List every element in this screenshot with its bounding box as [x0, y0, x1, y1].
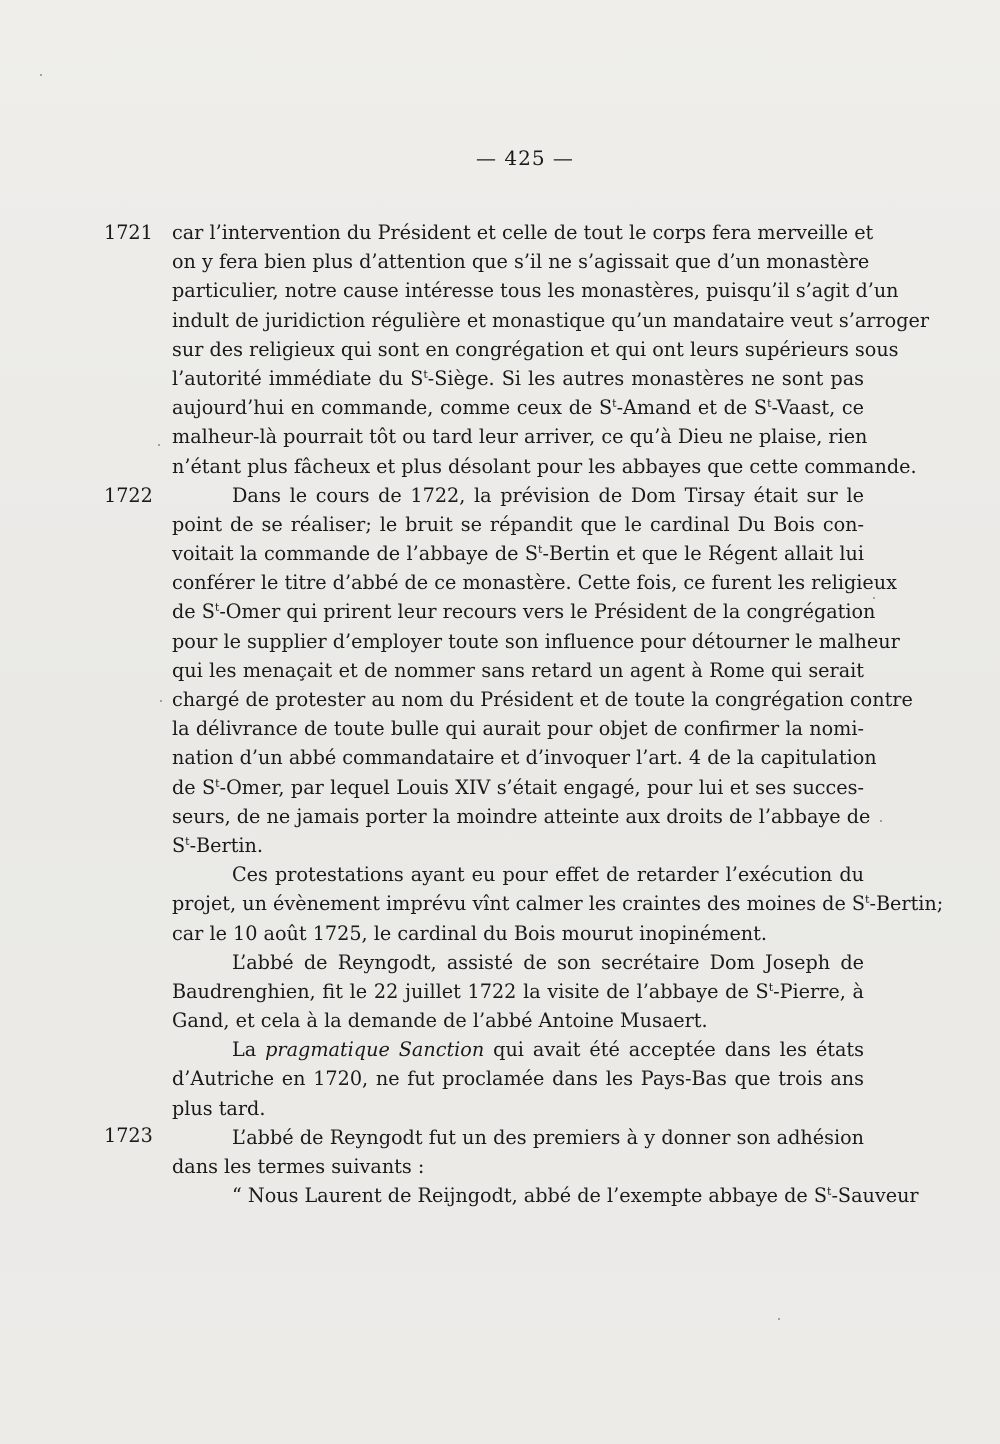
text-line: nation d’un abbé commandataire et d’invoquer l’art. 4 de la capitulation [172, 746, 877, 770]
paper-speck [873, 597, 875, 599]
text-line: voitait la commande de l’abbaye de $S^t$-Bertin et que le Régent allait lui [172, 542, 864, 566]
margin-year-1721: 1721 [104, 221, 153, 244]
text-line: de $S^t$-Omer qui prirent leur recours vers le Président de la congrégation [172, 600, 876, 624]
text-line: indult de juridiction régulière et monastique qu’un mandataire veut s’arroger [172, 308, 930, 332]
paper-speck [158, 444, 160, 446]
text-line: malheur-là pourrait tôt ou tard leur arriver, ce qu’à Dieu ne plaise, rien [172, 425, 868, 449]
margin-year-1723: 1723 [104, 1124, 153, 1147]
text-line: L’abbé de Reyngodt, assisté de son secrétaire Dom Joseph de [232, 950, 864, 974]
text-line: seurs, de ne jamais porter la moindre atteinte aux droits de l’abbaye de [172, 804, 871, 828]
text-line: particulier, notre cause intéresse tous les monastères, puisqu’il s’agit d’un [172, 279, 899, 303]
text-line: $S^t$-Bertin. [172, 833, 263, 857]
text-line: aujourd’hui en commande, comme ceux de $S^t$-Amand et de $S^t$-Vaast, ce [172, 396, 864, 420]
text-line: Baudrenghien, fit le 22 juillet 1722 la visite de l’abbaye de $S^t$-Pierre, à [172, 979, 864, 1003]
text-line: plus tard. [172, 1096, 266, 1120]
text-line: chargé de protester au nom du Président et de toute la congrégation contre [172, 688, 913, 711]
text-line: pour le supplier d’employer toute son influence pour détourner le malheur [172, 629, 900, 653]
text-line: on y fera bien plus d’attention que s’il ne s’agissait que d’un monastère [172, 250, 870, 274]
text-line: L’abbé de Reyngodt fut un des premiers à y donner son adhésion [232, 1125, 864, 1149]
text-line: Dans le cours de 1722, la prévision de Dom Tirsay était sur le [232, 483, 864, 507]
text-line: car l’intervention du Président et celle de tout le corps fera merveille et [172, 221, 874, 244]
text-line: projet, un évènement imprévu vînt calmer les craintes des moines de $S^t$-Bertin; [172, 892, 944, 916]
text-line: d’Autriche en 1720, ne fut proclamée dans les Pays-Bas que trois ans [172, 1067, 864, 1091]
paper-speck [880, 820, 882, 822]
margin-year-1722: 1722 [104, 484, 153, 507]
body-text [172, 218, 944, 1210]
text-line: sur des religieux qui sont en congrégation et qui ont leurs supérieurs sous [172, 337, 899, 361]
text-line: “ Nous Laurent de Reijngodt, abbé de l’exempte abbaye de $S^t$-Sauveur [232, 1184, 919, 1208]
paper-speck [778, 1318, 780, 1320]
text-line: La pragmatique Sanction qui avait été acceptée dans les états [232, 1038, 864, 1062]
text-line: dans les termes suivants : [172, 1155, 425, 1178]
paper-speck [40, 74, 42, 76]
paper-speck [160, 700, 162, 702]
page-number: — 425 — [476, 146, 574, 170]
text-line: l’autorité immédiate du $S^t$-Siège. Si les autres monastères ne sont pas [172, 366, 864, 390]
text-line: point de se réaliser; le bruit se répandit que le cardinal Du Bois con- [172, 512, 864, 536]
text-line: de $S^t$-Omer, par lequel Louis XIV s’était engagé, pour lui et ses succes- [172, 775, 864, 799]
text-line: Gand, et cela à la demande de l’abbé Antoine Musaert. [172, 1009, 708, 1033]
text-line: qui les menaçait et de nommer sans retard un agent à Rome qui serait [172, 658, 864, 682]
text-line: Ces protestations ayant eu pour effet de retarder l’exécution du [232, 863, 864, 887]
text-line: n’étant plus fâcheux et plus désolant pour les abbayes que cette commande. [172, 454, 917, 478]
text-line: car le 10 août 1725, le cardinal du Bois mourut inopinément. [172, 921, 767, 945]
text-line: la délivrance de toute bulle qui aurait pour objet de confirmer la nomi- [172, 717, 864, 741]
text-line: conférer le titre d’abbé de ce monastère. Cette fois, ce furent les religieux [172, 571, 897, 595]
